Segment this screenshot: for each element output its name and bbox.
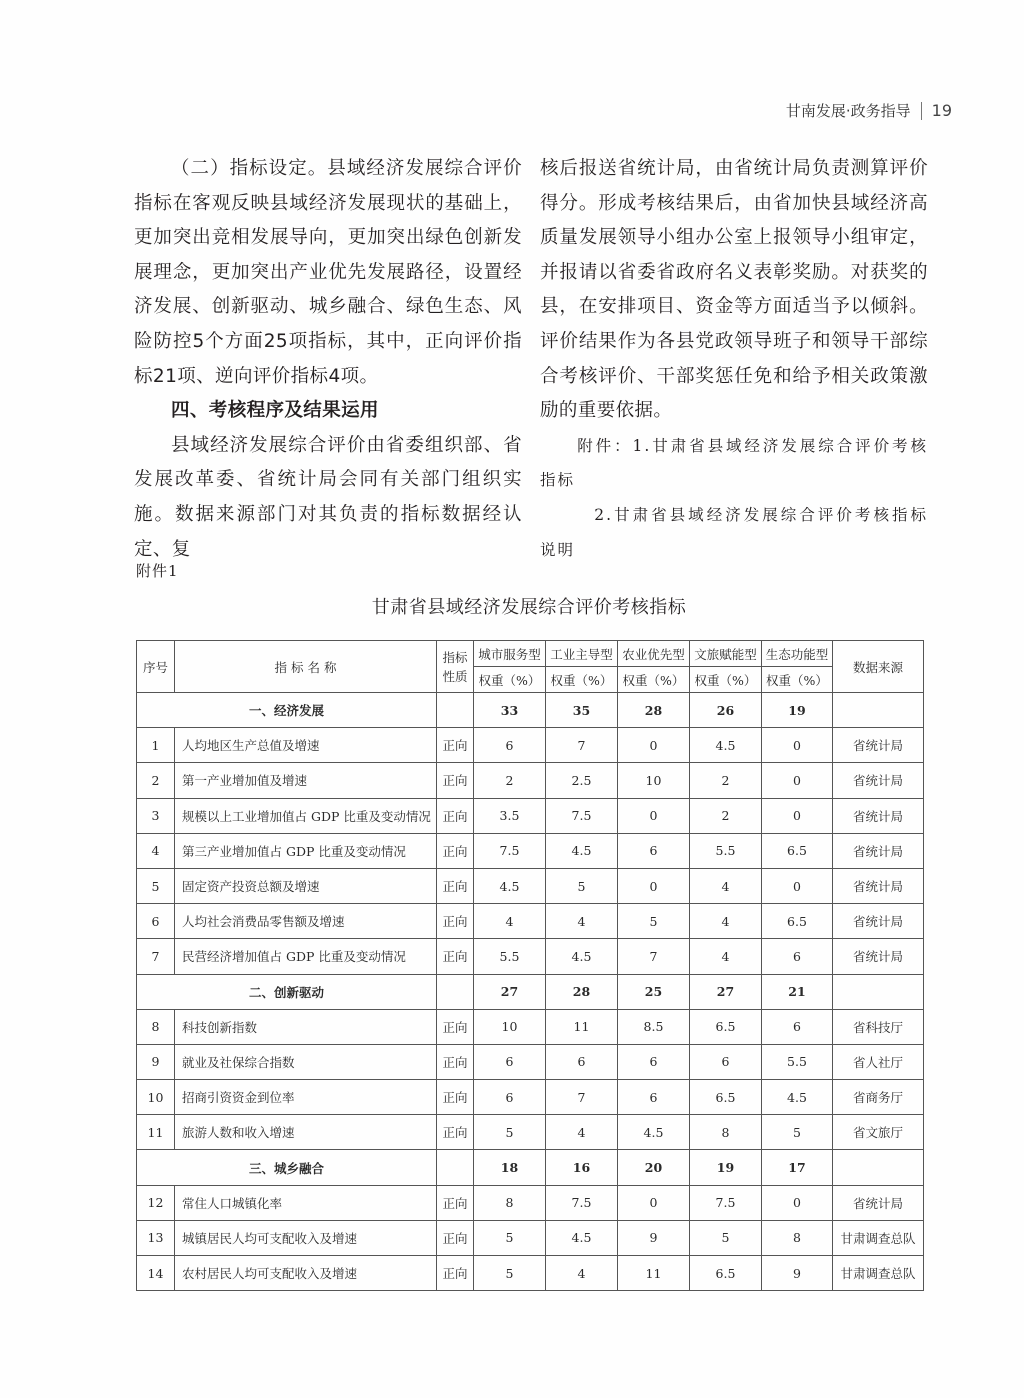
- row-weight: 0: [762, 728, 833, 763]
- row-weight: 0: [618, 728, 690, 763]
- row-weight: 6: [762, 939, 833, 974]
- row-nature: 正向: [437, 1220, 474, 1255]
- row-source: 省统计局: [833, 763, 924, 798]
- row-seq: 8: [137, 1009, 175, 1044]
- row-weight: 4: [690, 904, 762, 939]
- row-nature: 正向: [437, 1115, 474, 1150]
- row-weight: 2: [474, 763, 546, 798]
- row-weight: 0: [762, 763, 833, 798]
- row-nature: 正向: [437, 798, 474, 833]
- section-source-blank: [833, 693, 924, 728]
- header-weight: 权重（%）: [474, 667, 546, 693]
- row-weight: 4.5: [762, 1080, 833, 1115]
- section-nature-blank: [437, 974, 474, 1009]
- row-seq: 3: [137, 798, 175, 833]
- row-source: 甘肃调查总队: [833, 1220, 924, 1255]
- section-total: 27: [474, 974, 546, 1009]
- indicator-table: [136, 640, 924, 1291]
- row-weight: 6: [474, 728, 546, 763]
- row-weight: 8: [474, 1185, 546, 1220]
- row-source: 省人社厅: [833, 1044, 924, 1079]
- row-weight: 0: [762, 798, 833, 833]
- row-name: 招商引资资金到位率: [175, 1080, 437, 1115]
- header-type-agriculture-first: 农业优先型: [618, 641, 690, 667]
- section-total: 26: [690, 693, 762, 728]
- row-name: 就业及社保综合指数: [175, 1044, 437, 1079]
- row-source: 省科技厅: [833, 1009, 924, 1044]
- section-nature-blank: [437, 1150, 474, 1185]
- header-name: 指 标 名 称: [175, 641, 437, 693]
- appendix-label: 附件1: [136, 562, 179, 580]
- table-row: [137, 1256, 924, 1291]
- section-total: 19: [690, 1150, 762, 1185]
- row-weight: 6.5: [762, 904, 833, 939]
- row-name: 规模以上工业增加值占 GDP 比重及变动情况: [175, 798, 437, 833]
- row-seq: 10: [137, 1080, 175, 1115]
- row-weight: 5: [690, 1220, 762, 1255]
- row-weight: 5: [618, 904, 690, 939]
- table-row: [137, 1115, 924, 1150]
- running-title: 甘南发展·政务指导: [785, 102, 911, 120]
- row-nature: 正向: [437, 904, 474, 939]
- row-weight: 6: [618, 1044, 690, 1079]
- page-number: 19: [931, 101, 952, 120]
- row-source: 省统计局: [833, 939, 924, 974]
- row-source: 甘肃调查总队: [833, 1256, 924, 1291]
- row-source: 省文旅厅: [833, 1115, 924, 1150]
- row-weight: 0: [762, 868, 833, 903]
- row-weight: 6: [618, 1080, 690, 1115]
- row-weight: 4.5: [618, 1115, 690, 1150]
- paragraph-continuation: 核后报送省统计局，由省统计局负责测算评价得分。形成考核结果后，由省加快县域经济高质量发展领导小组办公室上报领导小组审定，并报请以省委省政府名义表彰奖励。对获奖的县，在安排项目、资金等方面适当予以倾斜。评价结果作为各县党政领导班子和领导干部综合考核评价、干部奖惩任免和给予相关政策激励的重要依据。: [540, 158, 928, 422]
- row-seq: 2: [137, 763, 175, 798]
- row-name: 人均地区生产总值及增速: [175, 728, 437, 763]
- row-seq: 14: [137, 1256, 175, 1291]
- row-weight: 7: [546, 728, 618, 763]
- row-weight: 0: [618, 1185, 690, 1220]
- row-weight: 7.5: [474, 833, 546, 868]
- row-source: 省统计局: [833, 868, 924, 903]
- row-weight: 3.5: [474, 798, 546, 833]
- table-row: [137, 798, 924, 833]
- row-weight: 5: [474, 1256, 546, 1291]
- row-weight: 0: [762, 1185, 833, 1220]
- paragraph-procedure: 县域经济发展综合评价由省委组织部、省发展改革委、省统计局会同有关部门组织实施。数据来源部门对其负责的指标数据经认定、复: [134, 434, 522, 560]
- row-weight: 11: [618, 1256, 690, 1291]
- row-nature: 正向: [437, 1080, 474, 1115]
- header-weight: 权重（%）: [618, 667, 690, 693]
- table-row: [137, 1220, 924, 1255]
- table-row: [137, 868, 924, 903]
- section-title: 一、经济发展: [137, 693, 437, 728]
- row-weight: 6: [546, 1044, 618, 1079]
- section-row: [137, 693, 924, 728]
- table-row: [137, 1185, 924, 1220]
- table-row: [137, 763, 924, 798]
- row-name: 第一产业增加值及增速: [175, 763, 437, 798]
- row-weight: 7: [618, 939, 690, 974]
- row-source: 省商务厅: [833, 1080, 924, 1115]
- row-source: 省统计局: [833, 833, 924, 868]
- row-weight: 7.5: [546, 1185, 618, 1220]
- row-nature: 正向: [437, 728, 474, 763]
- row-weight: 4.5: [546, 833, 618, 868]
- header-type-city-service: 城市服务型: [474, 641, 546, 667]
- row-weight: 6.5: [690, 1256, 762, 1291]
- row-weight: 4.5: [546, 1220, 618, 1255]
- row-weight: 4: [690, 868, 762, 903]
- section-total: 28: [546, 974, 618, 1009]
- row-nature: 正向: [437, 1009, 474, 1044]
- row-weight: 0: [618, 868, 690, 903]
- row-source: 省统计局: [833, 798, 924, 833]
- section-source-blank: [833, 1150, 924, 1185]
- section-row: [137, 1150, 924, 1185]
- row-weight: 6: [690, 1044, 762, 1079]
- table-header: [137, 641, 924, 693]
- attachment-item-1: 附件：1.甘肃省县域经济发展综合评价考核指标: [540, 436, 928, 490]
- header-source: 数据来源: [833, 641, 924, 693]
- paragraph-indicator-setting: （二）指标设定。县域经济发展综合评价指标在客观反映县域经济发展现状的基础上，更加突出竞相发展导向，更加突出绿色创新发展理念，更加突出产业优先发展路径，设置经济发展、创新驱动、城乡融合、绿色生态、风险防控5个方面25项指标，其中，正向评价指标21项、逆向评价指标4项。: [134, 158, 522, 387]
- table-row: [137, 939, 924, 974]
- row-weight: 6: [762, 1009, 833, 1044]
- section-total: 20: [618, 1150, 690, 1185]
- table-body: [137, 693, 924, 1291]
- section-nature-blank: [437, 693, 474, 728]
- row-seq: 9: [137, 1044, 175, 1079]
- left-column: [134, 152, 522, 567]
- row-nature: 正向: [437, 833, 474, 868]
- row-weight: 4.5: [546, 939, 618, 974]
- table-row: [137, 1009, 924, 1044]
- row-weight: 8: [690, 1115, 762, 1150]
- row-name: 常住人口城镇化率: [175, 1185, 437, 1220]
- row-source: 省统计局: [833, 728, 924, 763]
- row-seq: 7: [137, 939, 175, 974]
- row-seq: 11: [137, 1115, 175, 1150]
- row-nature: 正向: [437, 1256, 474, 1291]
- row-weight: 4: [546, 1115, 618, 1150]
- row-nature: 正向: [437, 763, 474, 798]
- row-name: 城镇居民人均可支配收入及增速: [175, 1220, 437, 1255]
- row-name: 科技创新指数: [175, 1009, 437, 1044]
- row-seq: 4: [137, 833, 175, 868]
- header-nature: 指标性质: [437, 641, 474, 693]
- row-weight: 4: [546, 1256, 618, 1291]
- section-source-blank: [833, 974, 924, 1009]
- row-name: 人均社会消费品零售额及增速: [175, 904, 437, 939]
- row-weight: 4.5: [690, 728, 762, 763]
- header-divider: [921, 102, 922, 120]
- header-type-culture-tourism: 文旅赋能型: [690, 641, 762, 667]
- header-weight: 权重（%）: [762, 667, 833, 693]
- row-weight: 2: [690, 798, 762, 833]
- row-source: 省统计局: [833, 1185, 924, 1220]
- row-weight: 10: [618, 763, 690, 798]
- row-weight: 4.5: [474, 868, 546, 903]
- header-weight: 权重（%）: [690, 667, 762, 693]
- table-row: [137, 1080, 924, 1115]
- section-total: 28: [618, 693, 690, 728]
- row-seq: 1: [137, 728, 175, 763]
- section-title: 二、创新驱动: [137, 974, 437, 1009]
- section-total: 25: [618, 974, 690, 1009]
- row-weight: 7: [546, 1080, 618, 1115]
- table-row: [137, 1044, 924, 1079]
- row-nature: 正向: [437, 939, 474, 974]
- row-name: 农村居民人均可支配收入及增速: [175, 1256, 437, 1291]
- row-weight: 5.5: [474, 939, 546, 974]
- row-weight: 9: [762, 1256, 833, 1291]
- header-type-ecological: 生态功能型: [762, 641, 833, 667]
- section-total: 16: [546, 1150, 618, 1185]
- row-weight: 4: [690, 939, 762, 974]
- row-weight: 5.5: [690, 833, 762, 868]
- section-total: 21: [762, 974, 833, 1009]
- row-weight: 5: [762, 1115, 833, 1150]
- row-source: 省统计局: [833, 904, 924, 939]
- row-seq: 6: [137, 904, 175, 939]
- row-weight: 7.5: [690, 1185, 762, 1220]
- section-total: 18: [474, 1150, 546, 1185]
- row-weight: 4: [546, 904, 618, 939]
- row-weight: 10: [474, 1009, 546, 1044]
- header-type-industry-led: 工业主导型: [546, 641, 618, 667]
- row-weight: 6.5: [690, 1080, 762, 1115]
- row-weight: 6.5: [762, 833, 833, 868]
- row-weight: 11: [546, 1009, 618, 1044]
- row-nature: 正向: [437, 1185, 474, 1220]
- row-seq: 13: [137, 1220, 175, 1255]
- row-name: 第三产业增加值占 GDP 比重及变动情况: [175, 833, 437, 868]
- header-seq: 序号: [137, 641, 175, 693]
- section-total: 19: [762, 693, 833, 728]
- row-weight: 5.5: [762, 1044, 833, 1079]
- row-weight: 6: [474, 1080, 546, 1115]
- row-weight: 9: [618, 1220, 690, 1255]
- row-weight: 6: [474, 1044, 546, 1079]
- row-weight: 5: [474, 1220, 546, 1255]
- section-title: 三、城乡融合: [137, 1150, 437, 1185]
- row-seq: 5: [137, 868, 175, 903]
- row-nature: 正向: [437, 1044, 474, 1079]
- table-row: [137, 833, 924, 868]
- section-row: [137, 974, 924, 1009]
- row-weight: 2.5: [546, 763, 618, 798]
- row-weight: 0: [618, 798, 690, 833]
- row-name: 旅游人数和收入增速: [175, 1115, 437, 1150]
- running-header: [786, 100, 952, 121]
- section-heading: 四、考核程序及结果运用: [171, 400, 379, 422]
- section-total: 17: [762, 1150, 833, 1185]
- row-name: 民营经济增加值占 GDP 比重及变动情况: [175, 939, 437, 974]
- table-row: [137, 904, 924, 939]
- row-weight: 8: [762, 1220, 833, 1255]
- header-weight: 权重（%）: [546, 667, 618, 693]
- row-weight: 7.5: [546, 798, 618, 833]
- table-title: 甘肃省县域经济发展综合评价考核指标: [371, 597, 687, 618]
- row-weight: 5: [546, 868, 618, 903]
- table-row: [137, 728, 924, 763]
- row-seq: 12: [137, 1185, 175, 1220]
- row-name: 固定资产投资总额及增速: [175, 868, 437, 903]
- row-weight: 4: [474, 904, 546, 939]
- row-weight: 6.5: [690, 1009, 762, 1044]
- row-nature: 正向: [437, 868, 474, 903]
- section-total: 33: [474, 693, 546, 728]
- row-weight: 8.5: [618, 1009, 690, 1044]
- row-weight: 2: [690, 763, 762, 798]
- attachment-item-2: 2.甘肃省县域经济发展综合评价考核指标说明: [540, 505, 928, 559]
- row-weight: 6: [618, 833, 690, 868]
- section-total: 35: [546, 693, 618, 728]
- row-weight: 5: [474, 1115, 546, 1150]
- right-column: [540, 152, 928, 567]
- section-total: 27: [690, 974, 762, 1009]
